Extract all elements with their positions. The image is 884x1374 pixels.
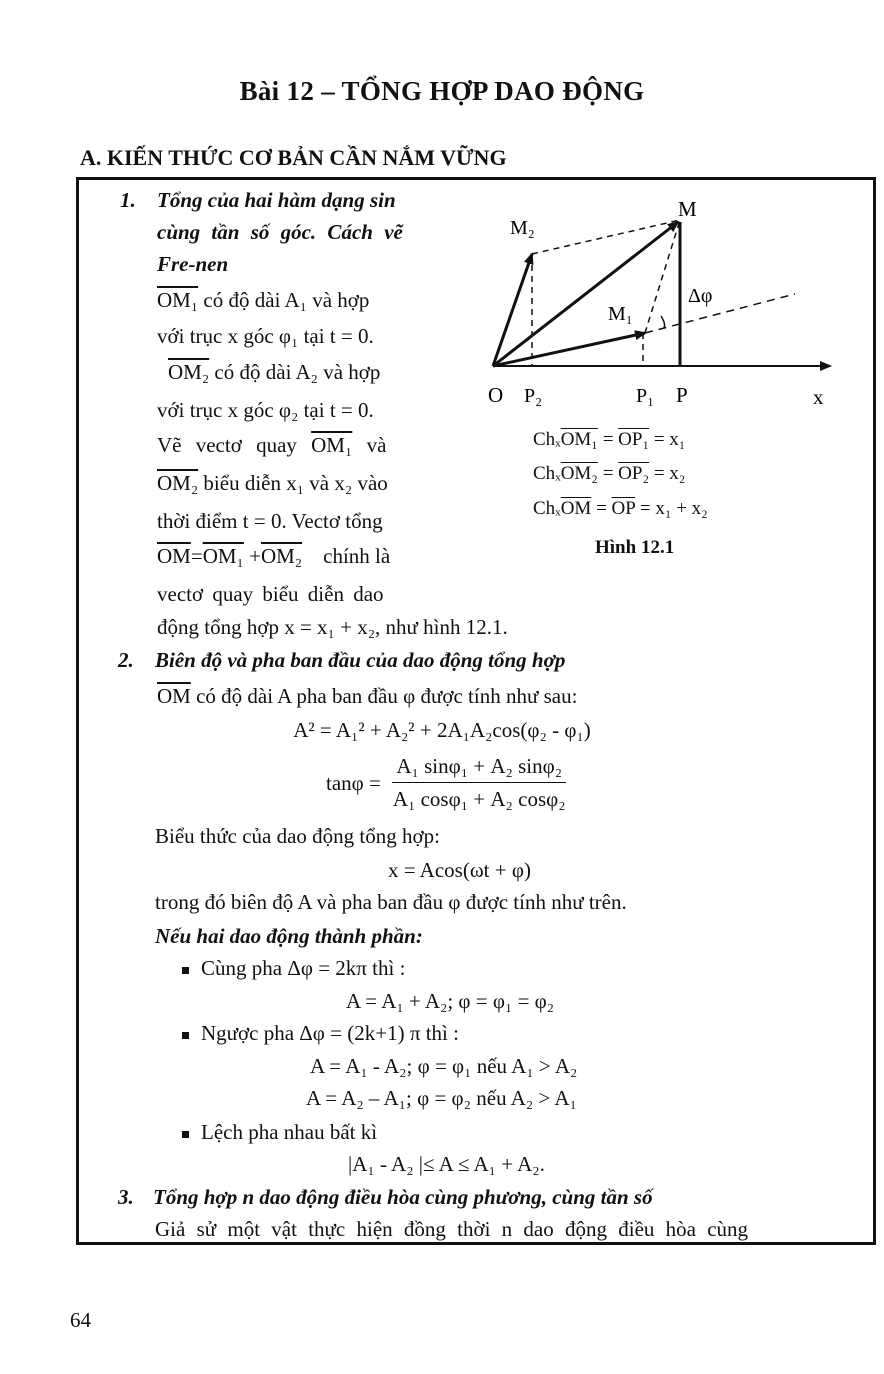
item1-line3-text: có độ dài A₂ và hợp	[214, 360, 381, 384]
item1-heading-line3: Fre-nen	[157, 252, 229, 276]
label-p: P	[676, 383, 688, 407]
eq1-rhs: = x₁	[653, 429, 686, 450]
vector-om1: OM₁	[311, 433, 353, 457]
vector-op2: OP₂	[618, 463, 650, 484]
item2-intro-text: có độ dài A pha ban đầu φ được tính như sau:	[196, 684, 578, 708]
figure-12-1	[480, 190, 840, 420]
ch-prefix: Chₓ	[533, 498, 561, 519]
figure-caption: Hình 12.1	[595, 537, 675, 558]
eq-tan-phi	[326, 752, 570, 813]
figure-eq2: ChₓOM₂ = OP₂ = x₂	[533, 463, 686, 484]
item1-line9: vectơ quay biểu diễn dao	[157, 582, 384, 606]
label-m: M	[678, 197, 697, 221]
ch-prefix: Chₓ	[533, 429, 561, 450]
expr-note: trong đó biên độ A và pha ban đầu φ được tính như trên.	[155, 890, 627, 914]
case2-equation1: A = A₁ - A₂; φ = φ₁ nếu A₁ > A₂	[310, 1054, 578, 1078]
page-number: 64	[70, 1308, 91, 1332]
label-p2: P₂	[524, 385, 543, 407]
item1-number: 1.	[120, 188, 136, 212]
item1-line1-text: có độ dài A₁ và hợp	[203, 288, 370, 312]
case3-equation: |A₁ - A₂ |≤ A ≤ A₁ + A₂.	[348, 1152, 545, 1176]
case3	[182, 1118, 377, 1146]
eq2-rhs: = x₂	[653, 463, 686, 484]
dashed-om1-extension	[645, 294, 795, 333]
item3-number: 3.	[118, 1185, 134, 1209]
expr-label: Biểu thức của dao động tổng hợp:	[155, 824, 440, 848]
vector-om1: OM₁	[157, 288, 199, 312]
expr-equation: x = Acos(ωt + φ)	[388, 858, 531, 882]
item1-line10: động tổng hợp x = x₁ + x₂, như hình 12.1.	[157, 615, 508, 639]
case1-text: Cùng pha Δφ = 2kπ thì :	[201, 956, 406, 980]
figure-eq3: $Ch_x\overline{OM} = \overline{OP} = x_1 + x_2$	[533, 498, 708, 519]
label-x: x	[813, 385, 824, 409]
page-title: Bài 12 – TỔNG HỢP DAO ĐỘNG	[239, 76, 645, 106]
vector-om2: OM₂	[560, 463, 598, 484]
label-m1: M₁	[608, 303, 633, 325]
item2-heading: Biên độ và pha ban đầu của dao động tổng hợp	[155, 648, 566, 672]
cases-heading: Nếu hai dao động thành phần:	[155, 924, 423, 948]
item1-line5-post: và	[366, 433, 387, 457]
vector-op1: OP₁	[618, 429, 650, 450]
tan-fraction	[389, 752, 570, 813]
tan-denominator: A₁ cosφ₁ + A₂ cosφ₂	[392, 787, 566, 811]
item1-heading-line2: cùng tần số góc. Cách vẽ	[157, 220, 403, 244]
vector-om: $\overline{OM}$	[560, 498, 592, 519]
vector-om: $\overline{OM}$	[157, 684, 191, 708]
item2-number: 2.	[118, 648, 134, 672]
label-o: O	[488, 383, 504, 407]
item1-line2: với trục x góc φ₁ tại t = 0.	[157, 324, 374, 348]
eq3-rhs: = x₁ + x₂	[639, 498, 708, 519]
item1-line6-text: biểu diễn x₁ và x₂ vào	[203, 471, 388, 495]
ch-prefix: Chₓ	[533, 463, 561, 484]
vector-om1: OM₁	[560, 429, 598, 450]
item1-line8-post: chính là	[323, 544, 391, 568]
vector-om2: OM₂	[157, 471, 199, 495]
figure-eq1: ChₓOM₁ = OP₁ = x₁	[533, 429, 686, 450]
item1-line4: với trục x góc φ₂ tại t = 0.	[157, 398, 374, 422]
item3-text: Giả sử một vật thực hiện đồng thời n dao động điều hòa cùng	[155, 1217, 749, 1241]
case3-text: Lệch pha nhau bất kì	[201, 1120, 378, 1144]
vector-op: $\overline{OP}$	[611, 498, 636, 519]
bullet-icon	[182, 967, 189, 974]
vector-om1: OM₁	[202, 544, 244, 568]
vector-om2: OM₂	[168, 360, 210, 384]
item2-intro	[157, 682, 577, 710]
label-p1: P₁	[636, 385, 655, 407]
vector-om: $\overline{OM}$	[157, 544, 191, 568]
label-m2: M₂	[510, 217, 535, 239]
eq-amplitude: A² = A₁² + A₂² + 2A₁A₂cos(φ₂ - φ₁)	[293, 718, 591, 742]
item1-heading-line1: Tổng của hai hàm dạng sin	[157, 188, 396, 212]
delta-phi-arc	[661, 316, 665, 328]
bullet-icon	[182, 1032, 189, 1039]
case2-text: Ngược pha Δφ = (2k+1) π thì :	[201, 1021, 459, 1045]
case1-equation: A = A₁ + A₂; φ = φ₁ = φ₂	[346, 989, 555, 1013]
plus-sign: +	[249, 544, 261, 568]
case2-equation2: A = A₂ – A₁; φ = φ₂ nếu A₂ > A₁	[306, 1086, 577, 1110]
case2	[182, 1019, 459, 1047]
vector-om2: OM₂	[260, 544, 303, 568]
item1-line7: thời điểm t = 0. Vectơ tổng	[157, 509, 383, 533]
tan-numerator: A₁ sinφ₁ + A₂ sinφ₂	[392, 752, 566, 783]
item3-heading: Tổng hợp n dao động điều hòa cùng phương, cùng tần số	[153, 1185, 653, 1209]
item1-line3	[168, 358, 380, 386]
item1-line5-pre: Vẽ vectơ quay	[157, 433, 297, 457]
section-heading: A. KIẾN THỨC CƠ BẢN CẦN NẮM VỮNG	[80, 145, 507, 170]
tan-lhs: tanφ =	[326, 770, 381, 795]
item1-line5	[157, 431, 386, 459]
item1-line8	[157, 542, 390, 570]
item1-line6	[157, 469, 388, 497]
case1	[182, 954, 405, 982]
dashed-m1-m	[645, 220, 680, 333]
label-delta-phi: Δφ	[688, 285, 713, 307]
equals-sign: =	[190, 544, 203, 568]
bullet-icon	[182, 1131, 189, 1138]
item1-line1	[157, 286, 369, 314]
